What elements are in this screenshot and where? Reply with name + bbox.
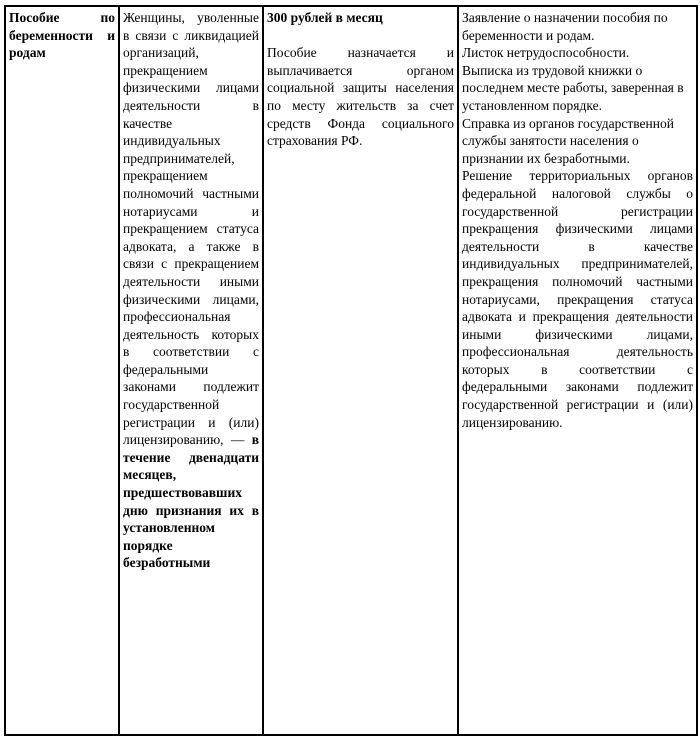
recipients-cell [119, 6, 263, 735]
document-item: Заявление о назначении пособия по беременности и родам. [462, 10, 668, 43]
document-item: Справка из органов государственной службы занятости населения о признании их безработными. [462, 115, 674, 166]
recipients-emphasis-text: в течение двенадцати месяцев, предшествовавших дню признания их в установленном порядке безработными [123, 432, 260, 571]
benefits-table [4, 5, 698, 736]
recipients-paragraph [123, 9, 259, 572]
benefit-name: Пособие по беременности и родам [9, 10, 115, 61]
document-item: Выписка из трудовой книжки о последнем месте работы, заверенная в установленном порядке. [462, 62, 684, 113]
documents-cell [458, 6, 697, 735]
document-item: Решение территориальных органов федеральной налоговой службы о государственной регистрации прекращения физическими лицами деятельности в качестве индивидуальных предпринимателей, прекращения полномочий частными нотариусами, прекращения статуса адвоката и прекращения деятельности иными физическими лицами, профессиональная деятельность которых в соответствии с федеральными законами подлежит государственной регистрации и (или) лицензированию. [462, 168, 693, 430]
benefit-row [5, 6, 697, 735]
amount-heading: 300 рублей в месяц [267, 10, 383, 25]
benefit-name-cell [5, 6, 119, 735]
document-item: Листок нетрудоспособности. [462, 45, 630, 61]
payment-procedure-paragraph: Пособие назначается и выплачивается органом социальной защиты населения по месту жительств за счет средств Фонда социального страхования РФ. [267, 45, 454, 149]
amount-cell [263, 6, 458, 735]
recipients-main-text: Женщины, уволенные в связи с ликвидацией организаций, прекращением физическими лицами деятельности в качестве индивидуальных предпринимателей, прекращением полномочий частными нотариусами и прекращением статуса адвоката, а также в связи с прекращением деятельности иными физическими лицами, профессиональная деятельность которых в соответствии с федеральными законами подлежит государственной регистрации и (или) лицензированию, — [123, 10, 259, 448]
